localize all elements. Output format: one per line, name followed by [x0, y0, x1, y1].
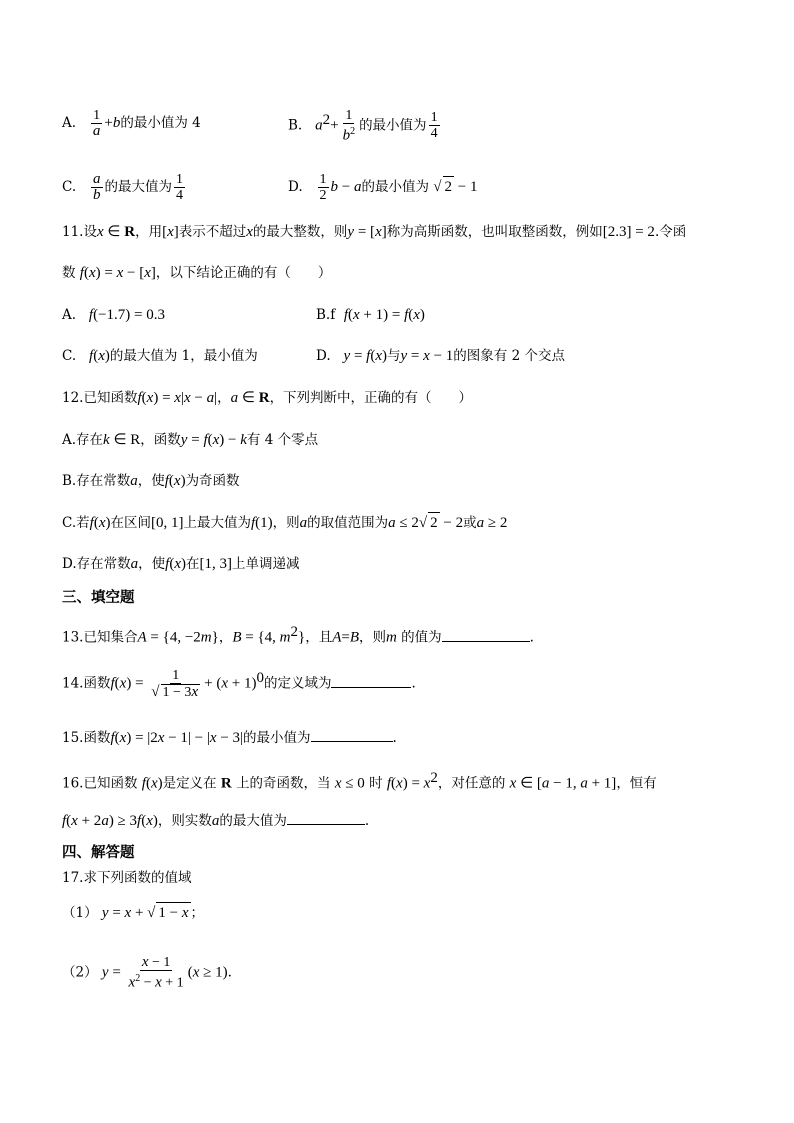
q16-line2: f(x + 2a) ≥ 3f(x)，则实数a的最大值为 . — [62, 810, 369, 831]
q11-stem-line2: 数 f(x) = x − [x]，以下结论正确的有（ ） — [62, 265, 332, 281]
q12-option-d: D.存在常数a，使f(x)在[1, 3]上单调递减 — [62, 556, 300, 572]
section-fill-in-title: 三、填空题 — [62, 590, 135, 606]
q17-part1: （1） y = x + √ 1 − x ； — [62, 902, 204, 923]
q15: 15.函数f(x) = |2x − 1| − |x − 3|的最小值为 . — [62, 727, 397, 748]
q10-option-b: B. $a^2+$ $\frac{1}{b^2}$ 的最小值为 $\frac{1}{4}$ — [288, 108, 438, 144]
answer-blank[interactable] — [442, 627, 530, 642]
q14: 14.函数f(x) = $\frac{1}{√ 1 - 3x}$ + $(x + 1)^0$的定义域为 . — [62, 668, 416, 700]
q11-stem-line1: 11.设x ∈ R，用[x]表示不超过x的最大整数，则y = [x]称为高斯函数，也叫取整函数，例如[2.3] = 2.令函 — [62, 224, 687, 240]
q11-option-a: A. f(−1.7) = 0.3 — [62, 307, 166, 323]
q12-option-c: C.若f(x)在区间[0, 1]上最大值为f(1)，则a的取值范围为a ≤ 2√ 2 − 2或a ≥ 2 — [62, 512, 507, 533]
q17-stem: 17.求下列函数的值域 — [62, 870, 192, 886]
q10-option-a: A. $\frac{1}{a}$ +b的最小值为 4 — [62, 108, 201, 139]
q12-stem: 12.已知函数f(x) = x|x − a|，a ∈ R，下列判断中，正确的有（ ） — [62, 390, 473, 406]
q16-line1: 16.已知函数 f(x)是定义在 R 上的奇函数，当 x ≤ 0 时 $f(x) = x^2$，对任意的 x ∈ [a − 1, a + 1]，恒有 — [62, 770, 657, 792]
q10-option-c: C. $\frac{a}{b}$ 的最大值为 $\frac{1}{4}$ — [62, 171, 184, 203]
q12-option-a: A.存在k ∈ R，函数y = f(x) − k有 4 个零点 — [62, 432, 319, 448]
q11-option-b: B.f f(x + 1) = f(x) — [316, 307, 425, 323]
q11-option-c: C. f(x)的最大值为 1，最小值为 — [62, 348, 258, 364]
answer-blank[interactable] — [287, 810, 365, 825]
q12-option-b: B.存在常数a，使f(x)为奇函数 — [62, 473, 240, 489]
answer-blank[interactable] — [311, 727, 393, 742]
answer-blank[interactable] — [331, 673, 411, 688]
q11-option-d: D. y = f(x)与y = x − 1的图象有 2 个交点 — [316, 348, 565, 364]
q10-option-d: D. $\frac{1}{2}$ b − a的最小值为 √ 2 − 1 — [288, 172, 478, 203]
q17-part2: （2） y = $\frac{x - 1}{x^2 - x + 1}$ (x ≥ 1). — [62, 954, 232, 991]
section-answer-title: 四、解答题 — [62, 845, 135, 861]
q13: 13.已知集合A = {4, −2m}，B = {4, $m^2$}，且A=B，则m 的值为 . — [62, 624, 534, 646]
